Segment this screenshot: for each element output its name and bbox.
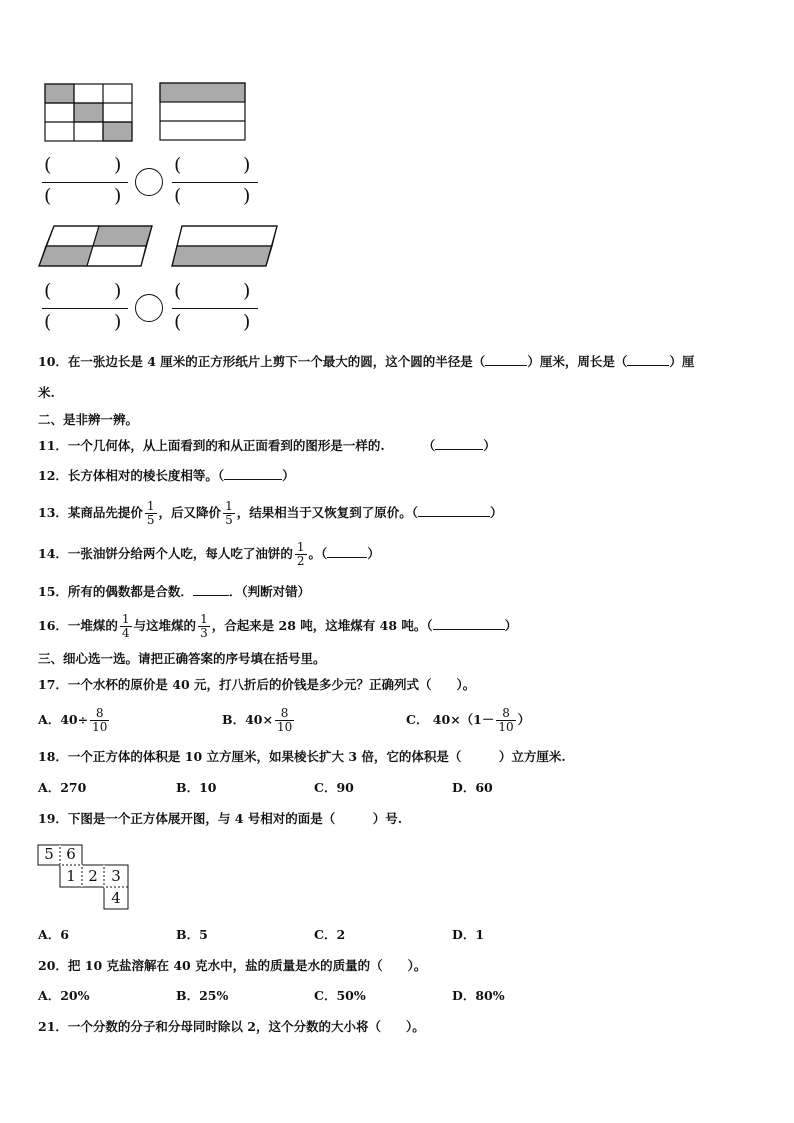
q11-text-a: 11．一个几何体，从上面看到的和从正面看到的图形是一样的. [38,438,385,453]
q16-fraction-1: $\frac{1}{4}$ [121,612,130,640]
q10-text-c: ）厘 [669,354,695,369]
section-3-heading: 三、细心选一选。请把正确答案的序号填在括号里。 [38,651,326,666]
q17-option-a[interactable]: A．40÷ $\frac{8}{10}$ [38,706,108,734]
q19-option-b[interactable]: B．5 [176,927,208,942]
frac-blank-3-num-open: ( [44,280,52,302]
q13-text-d: ） [489,505,503,520]
q10-blank-radius[interactable] [485,354,527,366]
q13-fraction-1: $\frac{1}{5}$ [146,499,155,527]
q16-blank[interactable] [433,618,505,630]
q13-blank[interactable] [418,505,490,517]
q12-text-a: 12．长方体相对的棱长度相等。（ [38,468,225,483]
frac-blank-2-den-close: ) [243,185,251,207]
q16-text-c: ，合起来是 28 吨，这堆煤有 48 吨。（ [211,618,433,633]
frac-blank-4-num-close: ) [243,280,251,302]
q20-option-c[interactable]: C．50% [314,988,366,1003]
frac-blank-2-num-open: ( [174,154,182,176]
q10-blank-perimeter[interactable] [627,354,669,366]
frac-blank-4-num-open: ( [174,280,182,302]
q20-option-a[interactable]: A．20% [38,988,90,1003]
frac-blank-2-num-close: ) [243,154,251,176]
question-20: 20．把 10 克盐溶解在 40 克水中，盐的质量是水的质量的（ ）。 [38,958,427,973]
question-10-cont: 米. [38,385,55,400]
q14-blank[interactable] [327,546,367,558]
q16-text-a: 16．一堆煤的 [38,618,118,633]
q18-option-b[interactable]: B．10 [176,780,217,795]
q14-fraction: $\frac{1}{2}$ [296,540,305,568]
q15-text-b: ．（判断对错） [228,584,311,599]
frac-blank-1-den-open: ( [44,185,52,207]
frac-blank-2-den-open: ( [174,185,182,207]
net-face-2: 2 [88,867,98,885]
net-face-6: 6 [66,845,76,863]
cube-net-diagram [0,0,200,920]
q13-fraction-2: $\frac{1}{5}$ [225,499,233,527]
frac-blank-1-num-close: ) [114,154,122,176]
q13-text-b: ，后又降价 [158,505,222,520]
q11-text-b: （ [422,438,436,453]
q13-text-a: 13．某商品先提价 [38,505,143,520]
q20-option-b[interactable]: B．25% [176,988,229,1003]
q19-option-a[interactable]: A．6 [38,927,69,942]
question-19: 19．下图是一个正方体展开图，与 4 号相对的面是（ ）号. [38,811,403,826]
frac-blank-1-num-open: ( [44,154,52,176]
q18-option-c[interactable]: C．90 [314,780,354,795]
q12-blank[interactable] [224,468,282,480]
net-face-5: 5 [44,845,54,863]
question-17: 17．一个水杯的原价是 40 元，打八折后的价钱是多少元？正确列式（ ）。 [38,677,476,692]
q15-text-a: 15．所有的偶数都是合数． [38,584,193,599]
q16-fraction-2: $\frac{1}{3}$ [200,612,208,640]
q19-option-c[interactable]: C．2 [314,927,346,942]
q18-option-a[interactable]: A．270 [38,780,87,795]
net-face-3: 3 [111,867,121,885]
frac-blank-3-den-close: ) [114,311,122,333]
q11-text-c: ） [483,438,496,453]
q16-text-d: ） [504,618,518,633]
q12-text-b: ） [282,468,295,483]
frac-blank-1-den-close: ) [114,185,122,207]
frac-blank-3-num-close: ) [114,280,122,302]
section-2-heading: 二、是非辨一辨。 [38,412,139,427]
q18-option-d[interactable]: D．60 [452,780,493,795]
q20-option-d[interactable]: D．80% [452,988,505,1003]
q14-text-a: 14．一张油饼分给两个人吃，每人吃了油饼的 [38,546,293,561]
q10-text-a: 10．在一张边长是 4 厘米的正方形纸片上剪下一个最大的圆，这个圆的半径是（ [38,354,486,369]
frac-blank-4-den-open: ( [174,311,182,333]
q17-option-c[interactable]: C． 40×（1－ $\frac{8}{10}$ ） [406,706,531,734]
q17-option-b[interactable]: B．40× $\frac{8}{10}$ [222,706,293,734]
q13-text-c: ，结果相当于又恢复到了原价。（ [236,505,418,520]
frac-blank-3-den-open: ( [44,311,52,333]
q11-blank[interactable] [435,438,483,450]
frac-blank-4-den-close: ) [243,311,251,333]
q16-text-b: 与这堆煤的 [133,618,197,633]
q14-text-b: 。（ [308,546,328,561]
question-18: 18．一个正方体的体积是 10 立方厘米，如果棱长扩大 3 倍，它的体积是（ ）立方厘米. [38,749,566,764]
net-face-4: 4 [111,889,121,907]
q19-option-d[interactable]: D．1 [452,927,485,942]
q10-text-b: ）厘米，周长是（ [527,354,628,369]
net-face-1: 1 [66,867,76,885]
question-21: 21．一个分数的分子和分母同时除以 2，这个分数的大小将（ ）。 [38,1019,425,1034]
q14-text-c: ） [367,546,380,561]
